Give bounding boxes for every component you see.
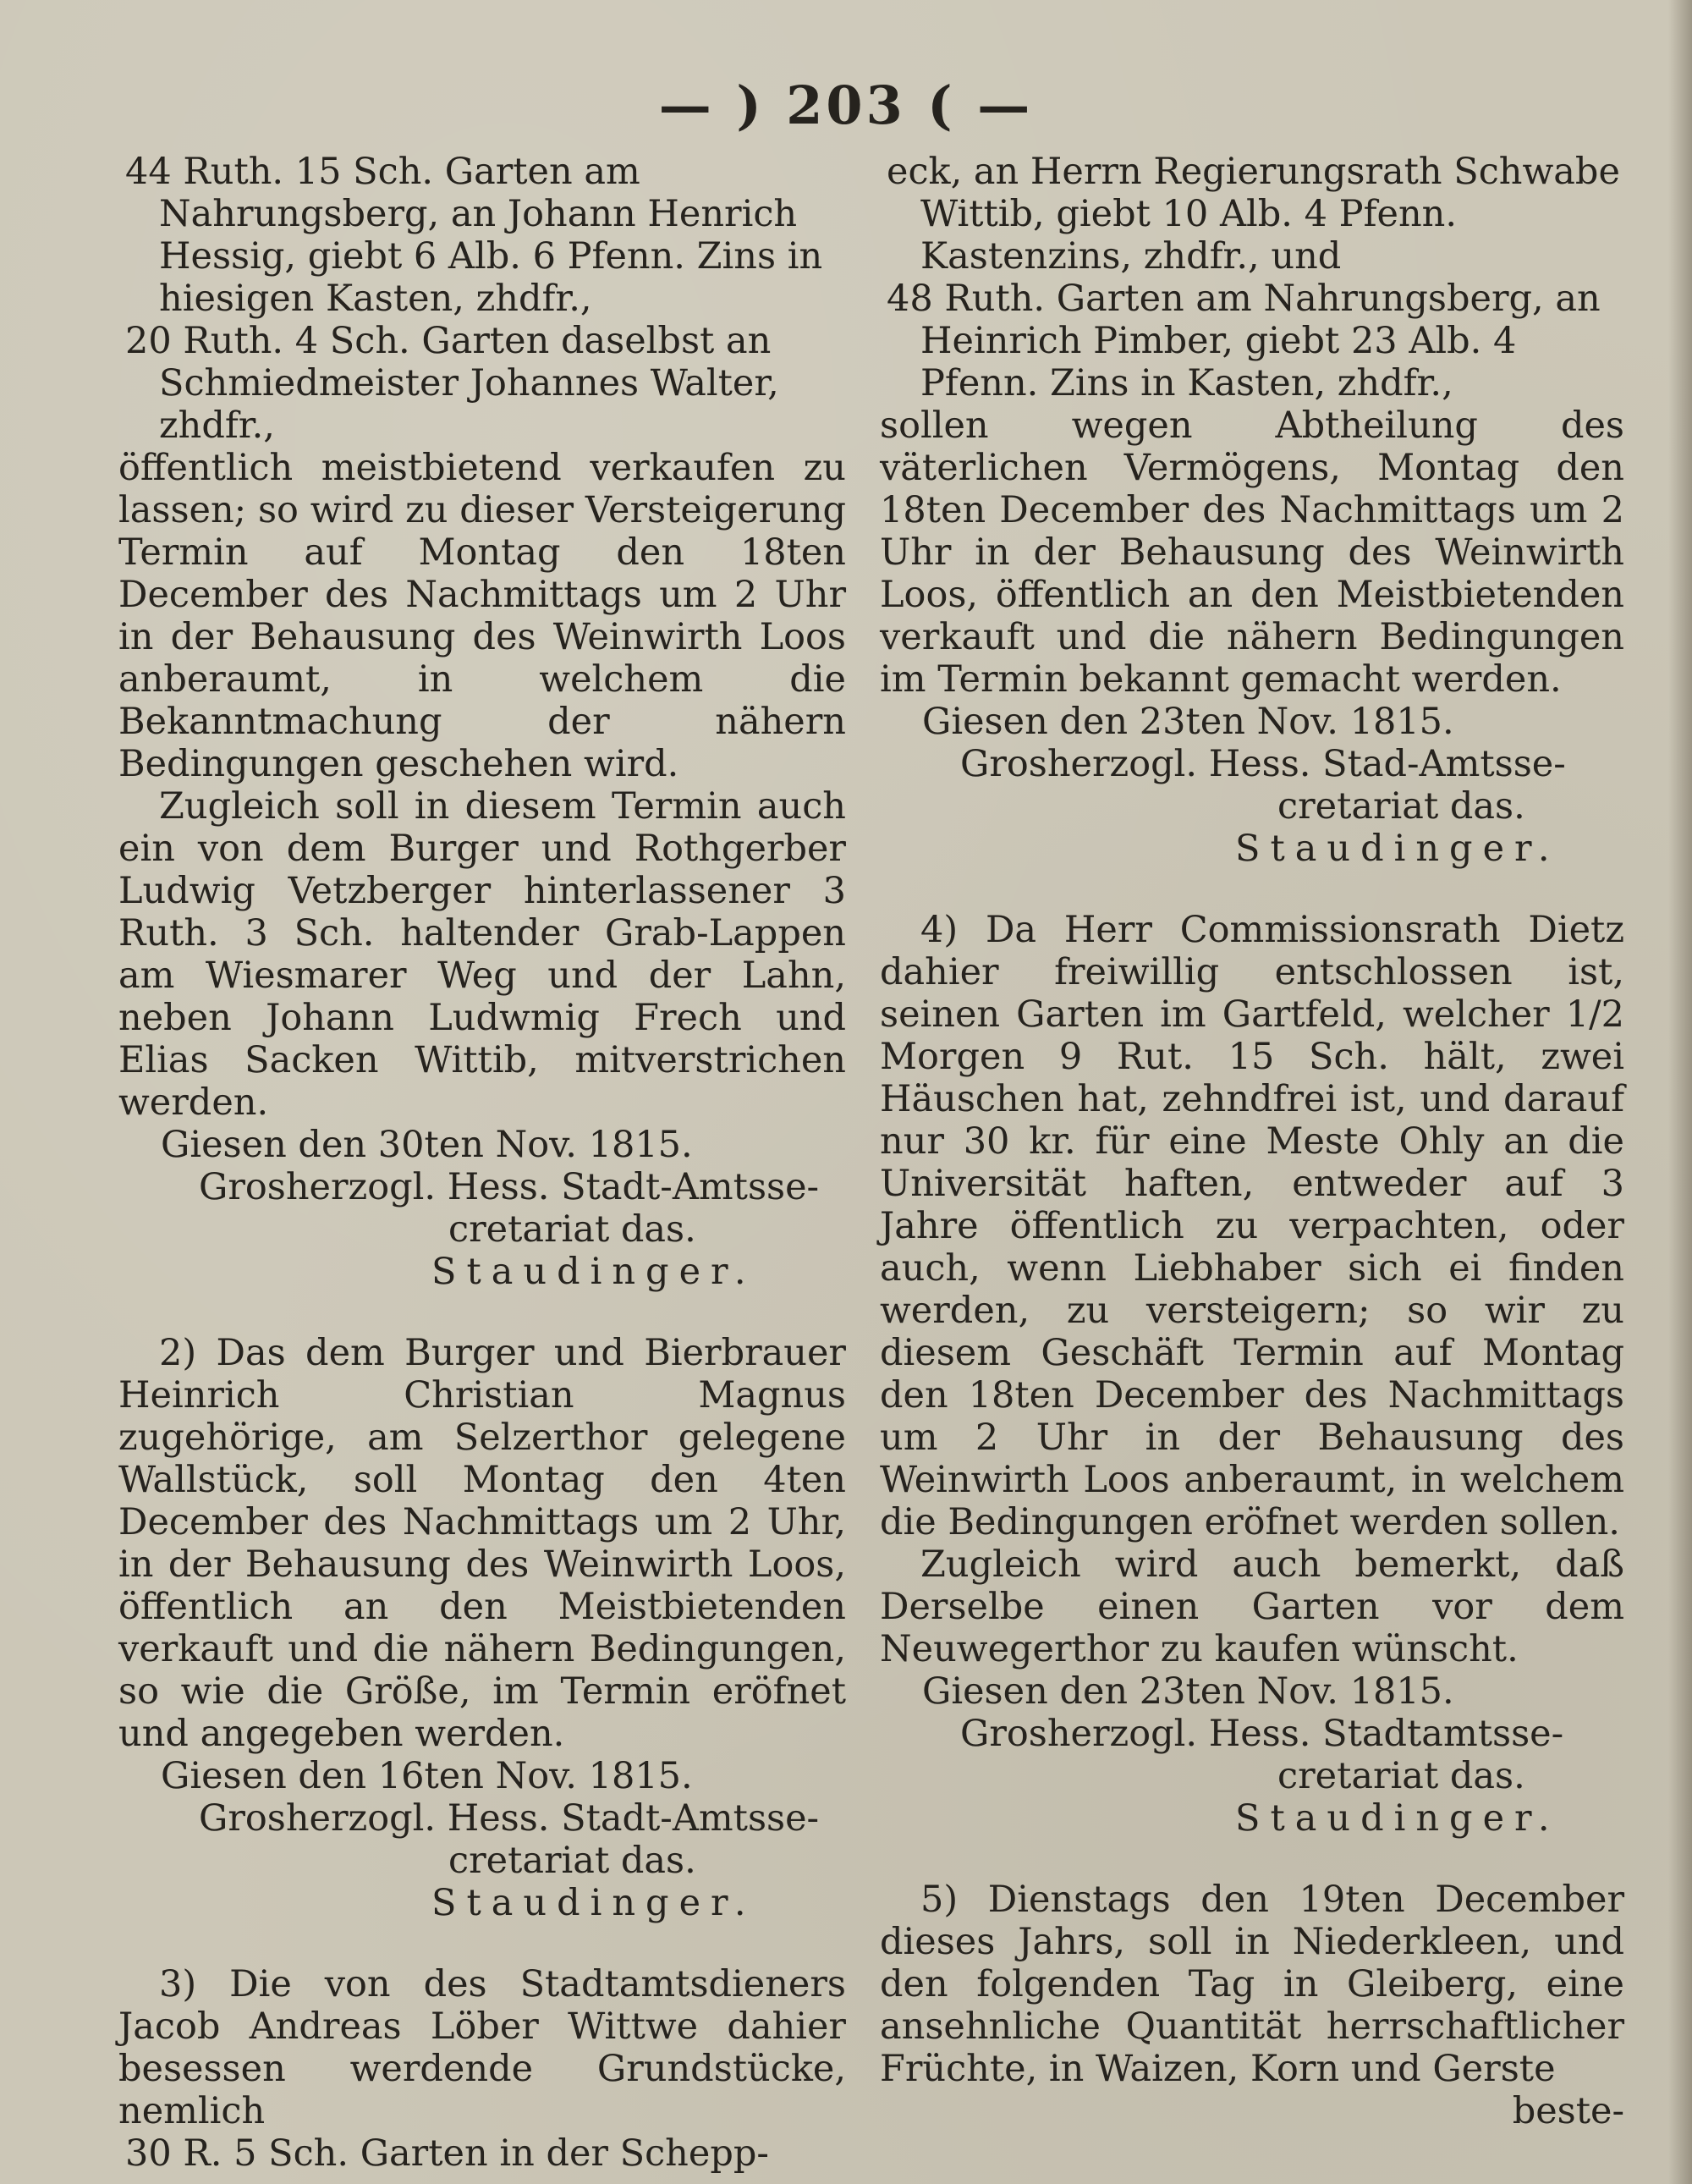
notice-signature: Staudinger. — [1235, 828, 1560, 870]
property-listing: 20 Ruth. 4 Sch. Garten daselbst an Schmiedmeister Johannes Walter, zhdfr., — [125, 320, 779, 447]
notice-signature: Staudinger. — [431, 1251, 756, 1293]
property-listing: 44 Ruth. 15 Sch. Garten am Nahrungsberg, an Johann Henrich Hessig, giebt 6 Alb. 6 Pfenn. Zins in hiesigen Kasten, zhdfr., — [125, 151, 823, 320]
notice-body: 2) Das dem Burger und Bierbrauer Heinrich Christian Magnus zugehörige, am Selzerthor gelegene Wallstück, soll Montag den 4ten December des Nachmittags um 2 Uhr, in der Behausung des Weinwirth Loos, öffentlich an den Meistbietenden verkauft und die nähern Bedingungen, so wie die Größe, im Termin eröfnet und angegeben werden. — [118, 1332, 846, 1755]
notice-body: 5) Dienstags den 19ten December dieses Jahrs, soll in Niederkleen, und den folgenden Tag in Gleiberg, eine ansehnliche Quantität herrschaftlicher Früchte, in Waizen, Korn und Gerste — [880, 1879, 1624, 2090]
notice-office: Grosherzogl. Hess. Stad-Amtsse- — [960, 743, 1566, 785]
notice-body: 3) Die von des Stadtamtsdieners Jacob Andreas Löber Wittwe dahier besessen werdende Grundstücke, nemlich — [118, 1963, 846, 2132]
property-listing: 48 Ruth. Garten am Nahrungsberg, an Heinrich Pimber, giebt 23 Alb. 4 Pfenn. Zins in Kasten, zhdfr., — [887, 278, 1601, 404]
notice-office: Grosherzogl. Hess. Stadt-Amtsse- — [199, 1797, 820, 1840]
notice-office-cont: cretariat das. — [448, 1208, 696, 1251]
page-edge-shadow — [1668, 0, 1692, 2184]
notice-place-date: Giesen den 23ten Nov. 1815. — [922, 1670, 1454, 1713]
notice-office: Grosherzogl. Hess. Stadtamtsse- — [960, 1713, 1564, 1755]
notice-office-cont: cretariat das. — [1277, 785, 1525, 828]
notice-addendum: Zugleich soll in diesem Termin auch ein von dem Burger und Rothgerber Ludwig Vetzberger hinterlassener 3 Ruth. 3 Sch. haltender Grab-Lappen am Wiesmarer Weg und der Lahn, neben Johann Ludwmig Frech und Elias Sacken Wittib, mitverstrichen werden. — [118, 785, 846, 1124]
notice-office-cont: cretariat das. — [448, 1840, 696, 1882]
notice-body: 4) Da Herr Commissionsrath Dietz dahier freiwillig entschlossen ist, seinen Garten im Gartfeld, welcher 1/2 Morgen 9 Rut. 15 Sch. hält, zwei Häuschen hat, zehndfrei ist, und darauf nur 30 kr. für eine Meste Ohly an die Universität haften, entweder auf 3 Jahre öffentlich zu verpachten, oder auch, wenn Liebhaber sich ei finden werden, zu versteigern; so wir zu diesem Geschäft Termin auf Montag den 18ten December des Nachmittags um 2 Uhr in der Behausung des Weinwirth Loos anberaumt, in welchem die Bedingungen eröfnet werden sollen. — [880, 909, 1624, 1543]
catchword: beste- — [1512, 2090, 1624, 2132]
property-listing: eck, an Herrn Regierungsrath Schwabe Wittib, giebt 10 Alb. 4 Pfenn. Kastenzins, zhdfr., und — [887, 151, 1620, 278]
notice-body: öffentlich meistbietend verkaufen zu lassen; so wird zu dieser Versteigerung Termin auf Montag den 18ten December des Nachmittags um 2 Uhr in der Behausung des Weinwirth Loos anberaumt, in welchem die Bekanntmachung der nähern Bedingungen geschehen wird. — [118, 447, 846, 785]
notice-office: Grosherzogl. Hess. Stadt-Amtsse- — [199, 1166, 820, 1208]
notice-addendum: Zugleich wird auch bemerkt, daß Derselbe einen Garten vor dem Neuwegerthor zu kaufen wünscht. — [880, 1543, 1624, 1670]
spacer — [880, 1840, 1624, 1879]
spacer — [118, 1293, 846, 1332]
spacer — [118, 1924, 846, 1963]
right-column — [880, 151, 1624, 2132]
spacer — [880, 870, 1624, 909]
page-number-header: — ) 203 ( — — [658, 74, 1034, 136]
notice-place-date: Giesen den 23ten Nov. 1815. — [922, 701, 1454, 743]
property-listing: 30 R. 5 Sch. Garten in der Schepp- — [125, 2132, 769, 2175]
left-column — [118, 151, 846, 2175]
notice-place-date: Giesen den 30ten Nov. 1815. — [161, 1124, 693, 1166]
notice-office-cont: cretariat das. — [1277, 1755, 1525, 1797]
notice-place-date: Giesen den 16ten Nov. 1815. — [161, 1755, 693, 1797]
notice-signature: Staudinger. — [1235, 1797, 1560, 1840]
notice-body: sollen wegen Abtheilung des väterlichen Vermögens, Montag den 18ten December des Nachmittags um 2 Uhr in der Behausung des Weinwirth Loos, öffentlich an den Meistbietenden verkauft und die nähern Bedingungen im Termin bekannt gemacht werden. — [880, 404, 1624, 701]
notice-signature: Staudinger. — [431, 1882, 756, 1924]
